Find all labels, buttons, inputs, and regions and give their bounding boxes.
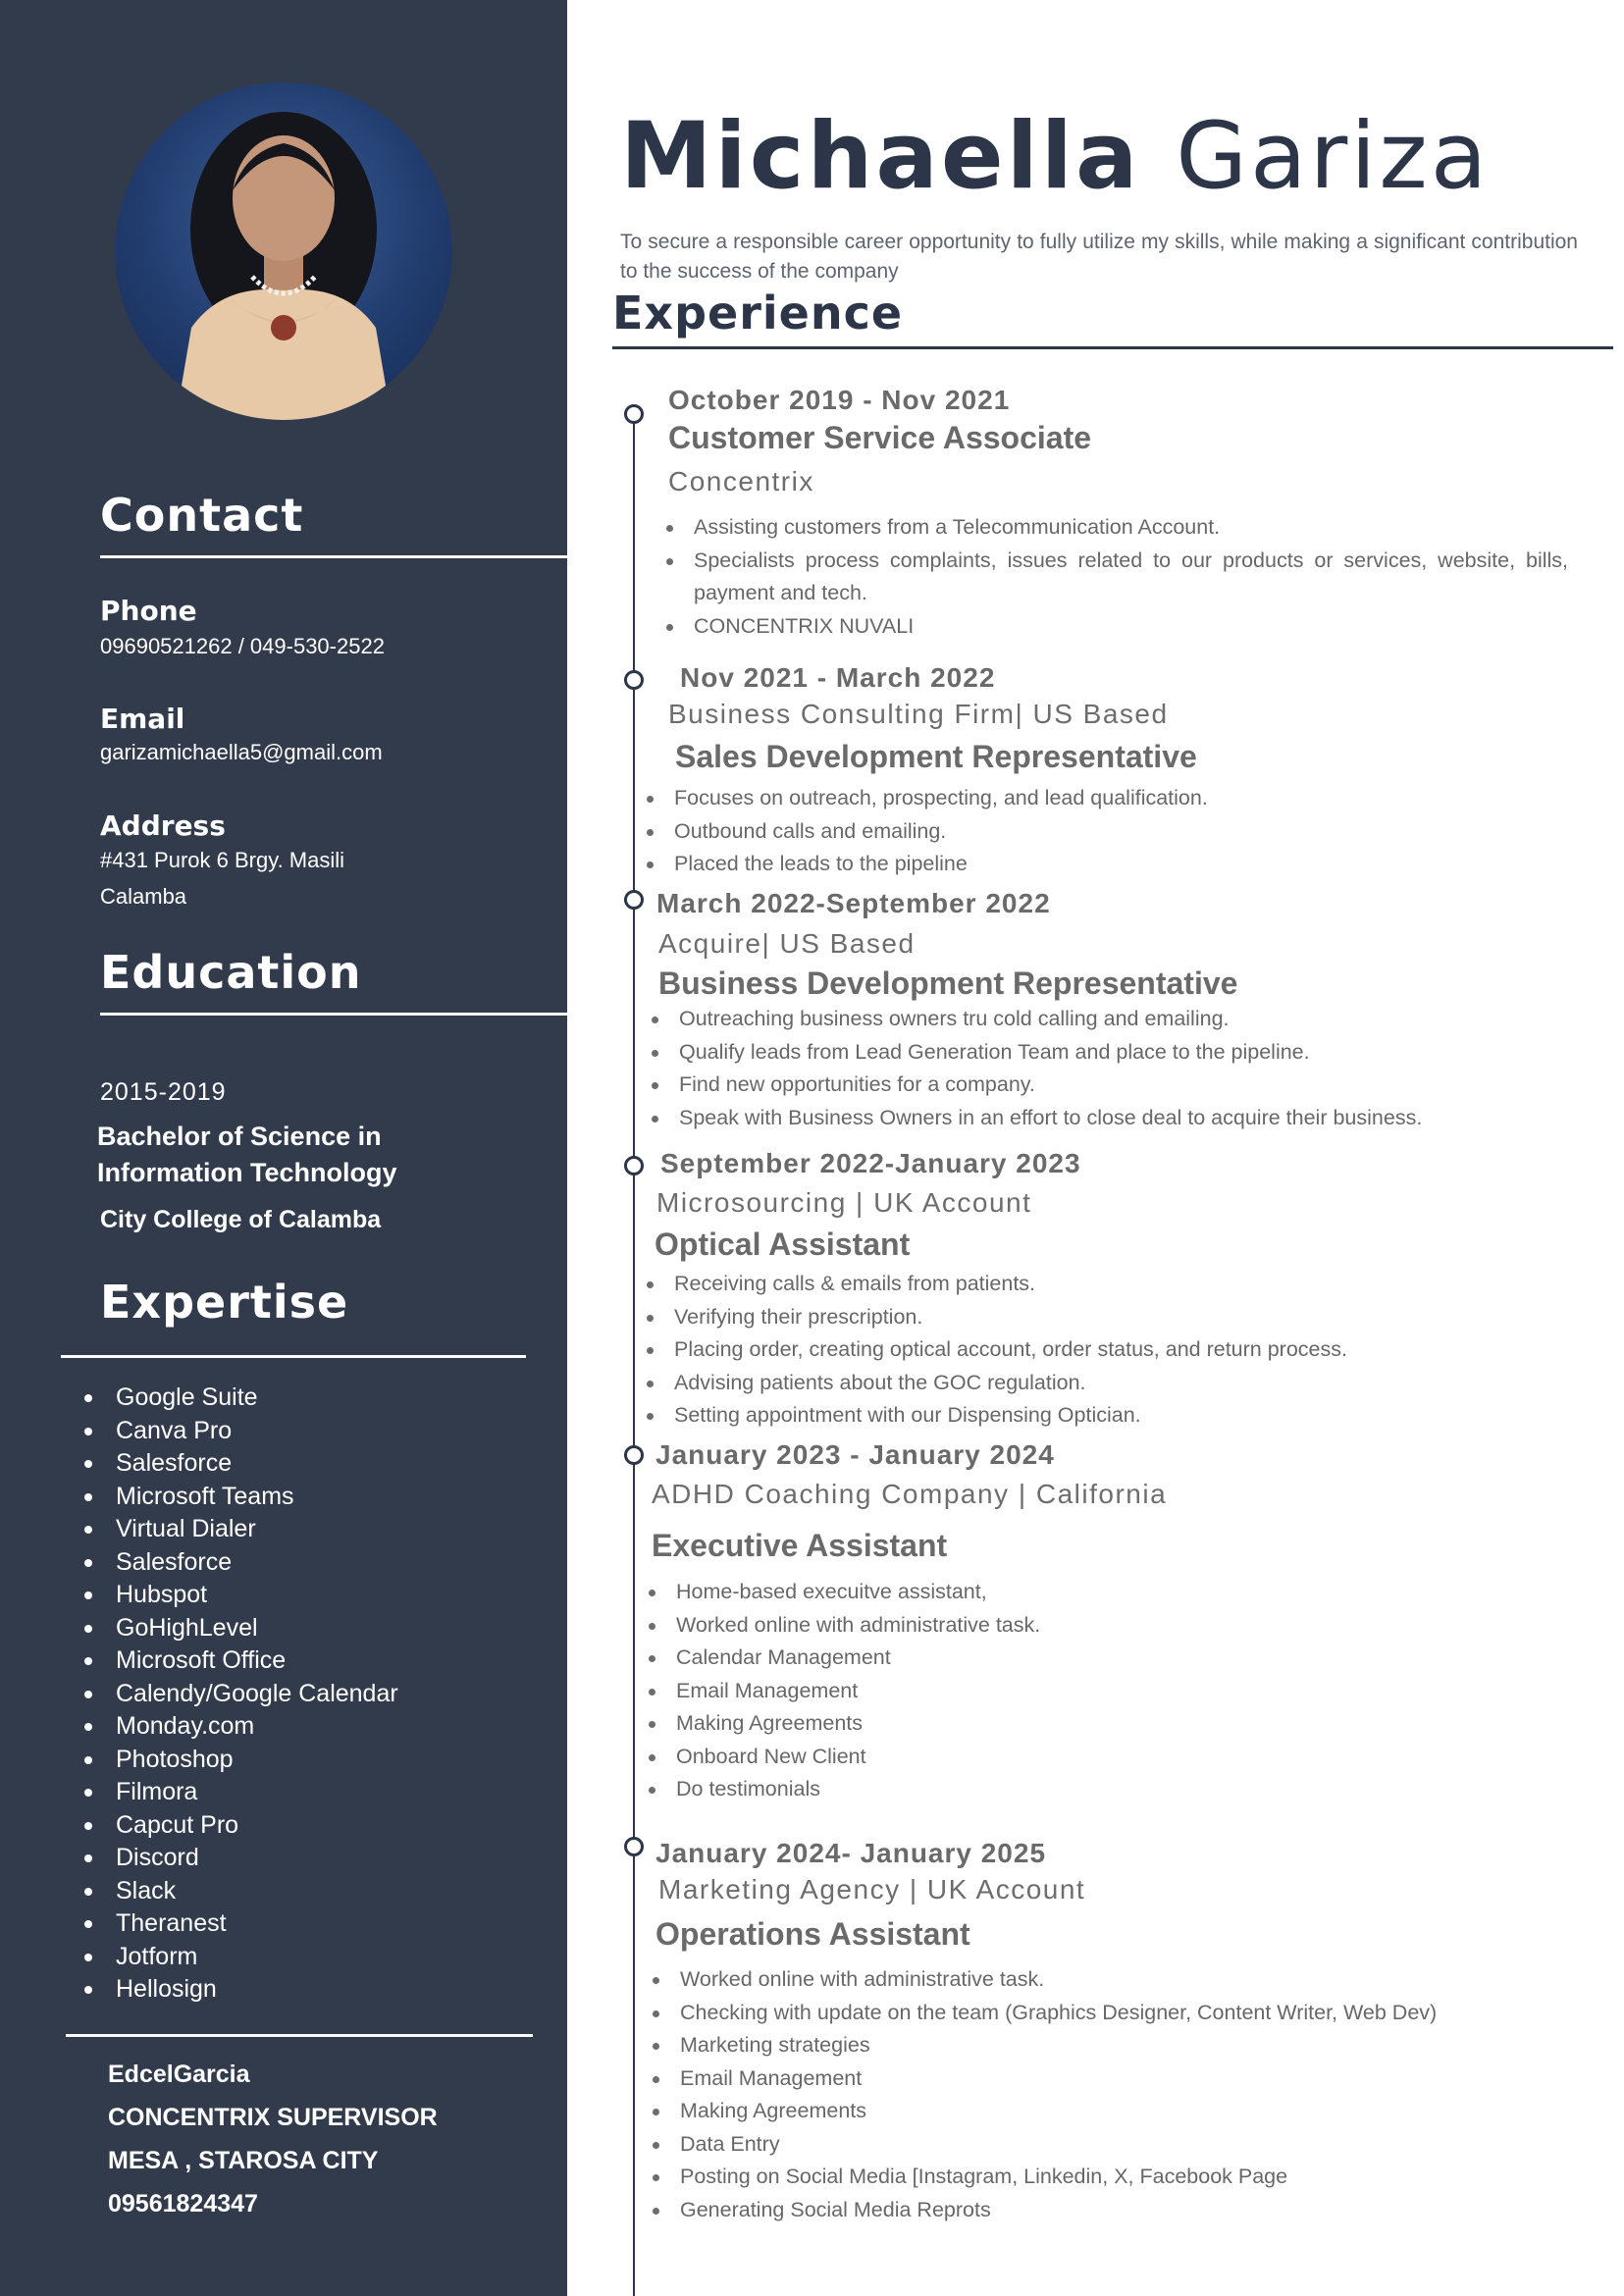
contact-heading: Contact [100,489,304,542]
job-company: Business Consulting Firm| US Based [668,699,1169,729]
job-bullets [646,1268,1347,1433]
job-company: Marketing Agency | UK Account [658,1874,1086,1905]
reference-title: CONCENTRIX SUPERVISOR [108,2104,438,2131]
job-role: Sales Development Representative [675,739,1197,774]
job-bullet: Onboard New Client [648,1741,1040,1774]
objective-text: To secure a responsible career opportunity to fully utilize my skills, while making a significant contribution to the success of the company [620,231,1578,283]
job-bullet: Home-based execuitve assistant, [648,1576,1040,1609]
job-company: ADHD Coaching Company | California [652,1479,1168,1509]
expertise-item: Hellosign [79,1973,398,2007]
degree-line-1: Bachelor of Science in [97,1122,382,1151]
job-role: Customer Service Associate [668,420,1092,455]
job-bullet: Verifying their prescription. [646,1301,1347,1334]
timeline-dot [624,1837,644,1856]
job-bullet: Advising patients about the GOC regulation. [646,1367,1347,1400]
job-bullet: Marketing strategies [652,2029,1437,2062]
job-bullet: Placing order, creating optical account, order status, and return process. [646,1333,1347,1367]
experience-heading: Experience [612,287,904,339]
contact-divider [100,555,567,558]
expertise-item: Slack [79,1875,398,1908]
school-name: City College of Calamba [100,1206,382,1233]
candidate-name [620,103,1490,210]
job-role: Optical Assistant [655,1226,911,1262]
job-role: Executive Assistant [652,1528,948,1563]
timeline-dot [624,670,644,690]
profile-photo-image [115,82,452,420]
education-years: 2015-2019 [100,1078,227,1106]
expertise-item: Photoshop [79,1744,398,1777]
job-bullet: Specialists process complaints, issues related to our products or services, website, bills, payment and tech. [665,545,1568,610]
job-date: January 2023 - January 2024 [655,1439,1055,1470]
address-label: Address [100,809,226,842]
profile-photo [115,82,452,420]
phone-label: Phone [100,595,197,627]
education-divider [100,1013,567,1016]
job-bullet: Email Management [648,1675,1040,1708]
job-bullet: Speak with Business Owners in an effort to close deal to acquire their business. [651,1102,1422,1135]
expertise-item: Calendy/Google Calendar [79,1678,398,1711]
expertise-item: Google Suite [79,1382,398,1415]
expertise-item: Canva Pro [79,1415,398,1448]
job-date: September 2022-January 2023 [660,1148,1081,1178]
address-line-2: Calamba [100,884,187,909]
expertise-item: Hubspot [79,1579,398,1612]
phone-value: 09690521262 / 049-530-2522 [100,634,385,658]
job-bullets [652,1963,1437,2226]
job-bullets [665,511,1568,643]
job-bullet: CONCENTRIX NUVALI [665,610,1568,644]
job-bullet: Receiving calls & emails from patients. [646,1268,1347,1301]
job-bullet: Placed the leads to the pipeline [646,848,1208,881]
job-bullet: Do testimonials [648,1773,1040,1806]
expertise-item: Discord [79,1842,398,1875]
job-date: March 2022-September 2022 [656,888,1051,918]
job-date: Nov 2021 - March 2022 [680,662,996,693]
expertise-item: Theranest [79,1907,398,1941]
expertise-item: Salesforce [79,1546,398,1580]
expertise-item: Jotform [79,1941,398,1974]
job-bullet: Making Agreements [652,2095,1437,2128]
expertise-item: Monday.com [79,1710,398,1744]
job-bullet: Assisting customers from a Telecommunication Account. [665,511,1568,545]
job-bullets [651,1003,1422,1134]
job-company: Concentrix [668,466,814,496]
job-bullet: Data Entry [652,2128,1437,2162]
job-role: Business Development Representative [658,965,1238,1001]
expertise-item: Virtual Dialer [79,1513,398,1546]
expertise-item: Microsoft Teams [79,1481,398,1514]
expertise-list [79,1382,398,2007]
job-date: October 2019 - Nov 2021 [668,385,1011,415]
job-bullet: Calendar Management [648,1642,1040,1675]
expertise-heading: Expertise [100,1276,349,1329]
last-name: Gariza [1176,103,1491,210]
email-value: garizamichaella5@gmail.com [100,740,383,764]
job-date: January 2024- January 2025 [655,1838,1047,1868]
education-heading: Education [100,946,362,999]
timeline-dot [624,890,644,910]
expertise-item: Capcut Pro [79,1809,398,1843]
expertise-item: Filmora [79,1776,398,1809]
job-bullet: Qualify leads from Lead Generation Team and place to the pipeline. [651,1036,1422,1070]
expertise-item: GoHighLevel [79,1612,398,1645]
main-content [567,0,1624,2296]
timeline-dot [624,1445,644,1465]
degree-line-2: Information Technology [97,1158,397,1187]
job-company: Acquire| US Based [658,928,916,959]
job-bullet: Find new opportunities for a company. [651,1069,1422,1102]
job-company: Microsourcing | UK Account [656,1187,1032,1218]
job-bullet: Making Agreements [648,1707,1040,1741]
job-bullet: Outbound calls and emailing. [646,815,1208,849]
first-name: Michaella [620,103,1141,210]
job-bullet: Generating Social Media Reprots [652,2194,1437,2227]
job-bullet: Posting on Social Media [Instagram, Linkedin, X, Facebook Page [652,2161,1437,2194]
reference-phone: 09561824347 [108,2190,258,2218]
job-bullets [648,1576,1040,1806]
job-role: Operations Assistant [655,1916,970,1952]
job-bullet: Focuses on outreach, prospecting, and lead qualification. [646,782,1208,815]
timeline-dot [624,1156,644,1175]
job-bullet: Checking with update on the team (Graphics Designer, Content Writer, Web Dev) [652,1997,1437,2030]
job-bullet: Outreaching business owners tru cold calling and emailing. [651,1003,1422,1036]
job-bullet: Email Management [652,2062,1437,2096]
timeline-dot [624,404,644,424]
timeline-line [633,410,635,2296]
expertise-item: Salesforce [79,1447,398,1481]
sidebar [0,0,567,2296]
reference-divider [66,2034,533,2037]
expertise-item: Microsoft Office [79,1644,398,1678]
job-bullets [646,782,1208,881]
expertise-divider [61,1355,526,1358]
reference-location: MESA , STAROSA CITY [108,2147,379,2174]
email-label: Email [100,703,185,735]
reference-name: EdcelGarcia [108,2061,250,2088]
job-bullet: Setting appointment with our Dispensing Optician. [646,1399,1347,1433]
experience-divider [612,346,1613,349]
address-line-1: #431 Purok 6 Brgy. Masili [100,848,345,872]
job-bullet: Worked online with administrative task. [648,1609,1040,1643]
job-bullet: Worked online with administrative task. [652,1963,1437,1997]
